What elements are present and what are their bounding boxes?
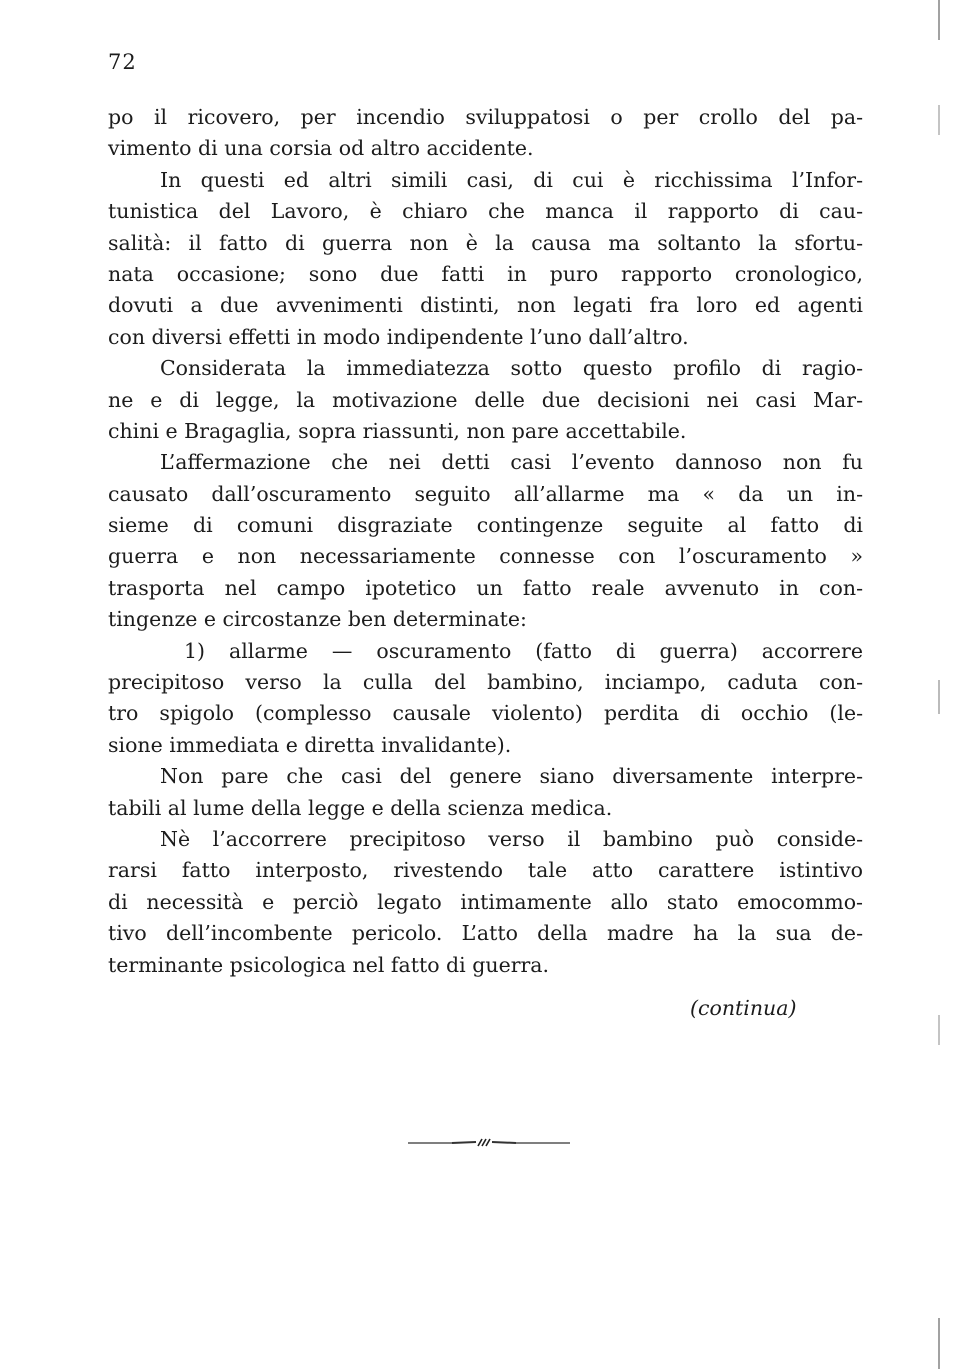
- scan-edge-mark: [938, 0, 940, 40]
- text-line: guerra e non necessariamente connesse con l’oscuramento »: [108, 544, 863, 569]
- text-line: tabili al lume della legge e della scienza medica.: [108, 795, 613, 820]
- text-line: tro spigolo (complesso causale violento) perdita di occhio (le-: [108, 701, 863, 726]
- text-line: salità: il fatto di guerra non è la causa ma soltanto la sfortu-: [108, 230, 863, 255]
- text-line: tingenze e circostanze ben determinate:: [108, 607, 527, 632]
- body-text: [108, 102, 863, 981]
- text-line: ne e di legge, la motivazione delle due decisioni nei casi Mar-: [108, 387, 863, 412]
- text-line: dovuti a due avvenimenti distinti, non legati fra loro ed agenti: [108, 293, 863, 318]
- text-line: tivo dell’incombente pericolo. L’atto della madre ha la sua de-: [108, 921, 863, 946]
- scan-edge-mark: [938, 1318, 940, 1369]
- text-line: sione immediata e diretta invalidante).: [108, 732, 512, 757]
- end-ornament: [408, 1135, 570, 1149]
- text-line: nata occasione; sono due fatti in puro rapporto cronologico,: [108, 261, 863, 286]
- text-line: chini e Bragaglia, sopra riassunti, non pare accettabile.: [108, 418, 687, 443]
- text-line: con diversi effetti in modo indipendente l’uno dall’altro.: [108, 324, 689, 349]
- text-line: Non pare che casi del genere siano diversamente interpre-: [160, 764, 863, 789]
- scan-edge-mark: [938, 680, 940, 714]
- text-line: 1) allarme — oscuramento (fatto di guerra) accorrere: [184, 638, 863, 663]
- text-line: precipitoso verso la culla del bambino, inciampo, caduta con-: [108, 670, 863, 695]
- text-line: In questi ed altri simili casi, di cui è ricchissima l’Infor-: [160, 167, 863, 192]
- continua-note: (continua): [690, 996, 797, 1020]
- text-line: tunistica del Lavoro, è chiaro che manca il rapporto di cau-: [108, 199, 863, 224]
- text-line: terminante psicologica nel fatto di guerra.: [108, 952, 550, 977]
- text-line: sieme di comuni disgraziate contingenze seguite al fatto di: [108, 513, 863, 538]
- scan-edge-mark: [938, 1015, 940, 1045]
- text-line: rarsi fatto interposto, rivestendo tale atto carattere istintivo: [108, 858, 863, 883]
- text-line: Considerata la immediatezza sotto questo profilo di ragio-: [160, 356, 863, 381]
- text-line: Nè l’accorrere precipitoso verso il bambino può conside-: [160, 826, 863, 851]
- scan-edge-mark: [938, 105, 940, 135]
- text-line: po il ricovero, per incendio sviluppatosi o per crollo del pa-: [108, 105, 863, 129]
- text-line: L’affermazione che nei detti casi l’evento dannoso non fu: [160, 450, 863, 475]
- text-line: di necessità e perciò legato intimamente allo stato emocommo-: [108, 889, 863, 914]
- text-line: causato dall’oscuramento seguito all’allarme ma « da un in-: [108, 481, 863, 506]
- page-number: 72: [108, 50, 137, 74]
- text-line: vimento di una corsia od altro accidente.: [108, 136, 534, 161]
- text-line: trasporta nel campo ipotetico un fatto reale avvenuto in con-: [108, 575, 863, 600]
